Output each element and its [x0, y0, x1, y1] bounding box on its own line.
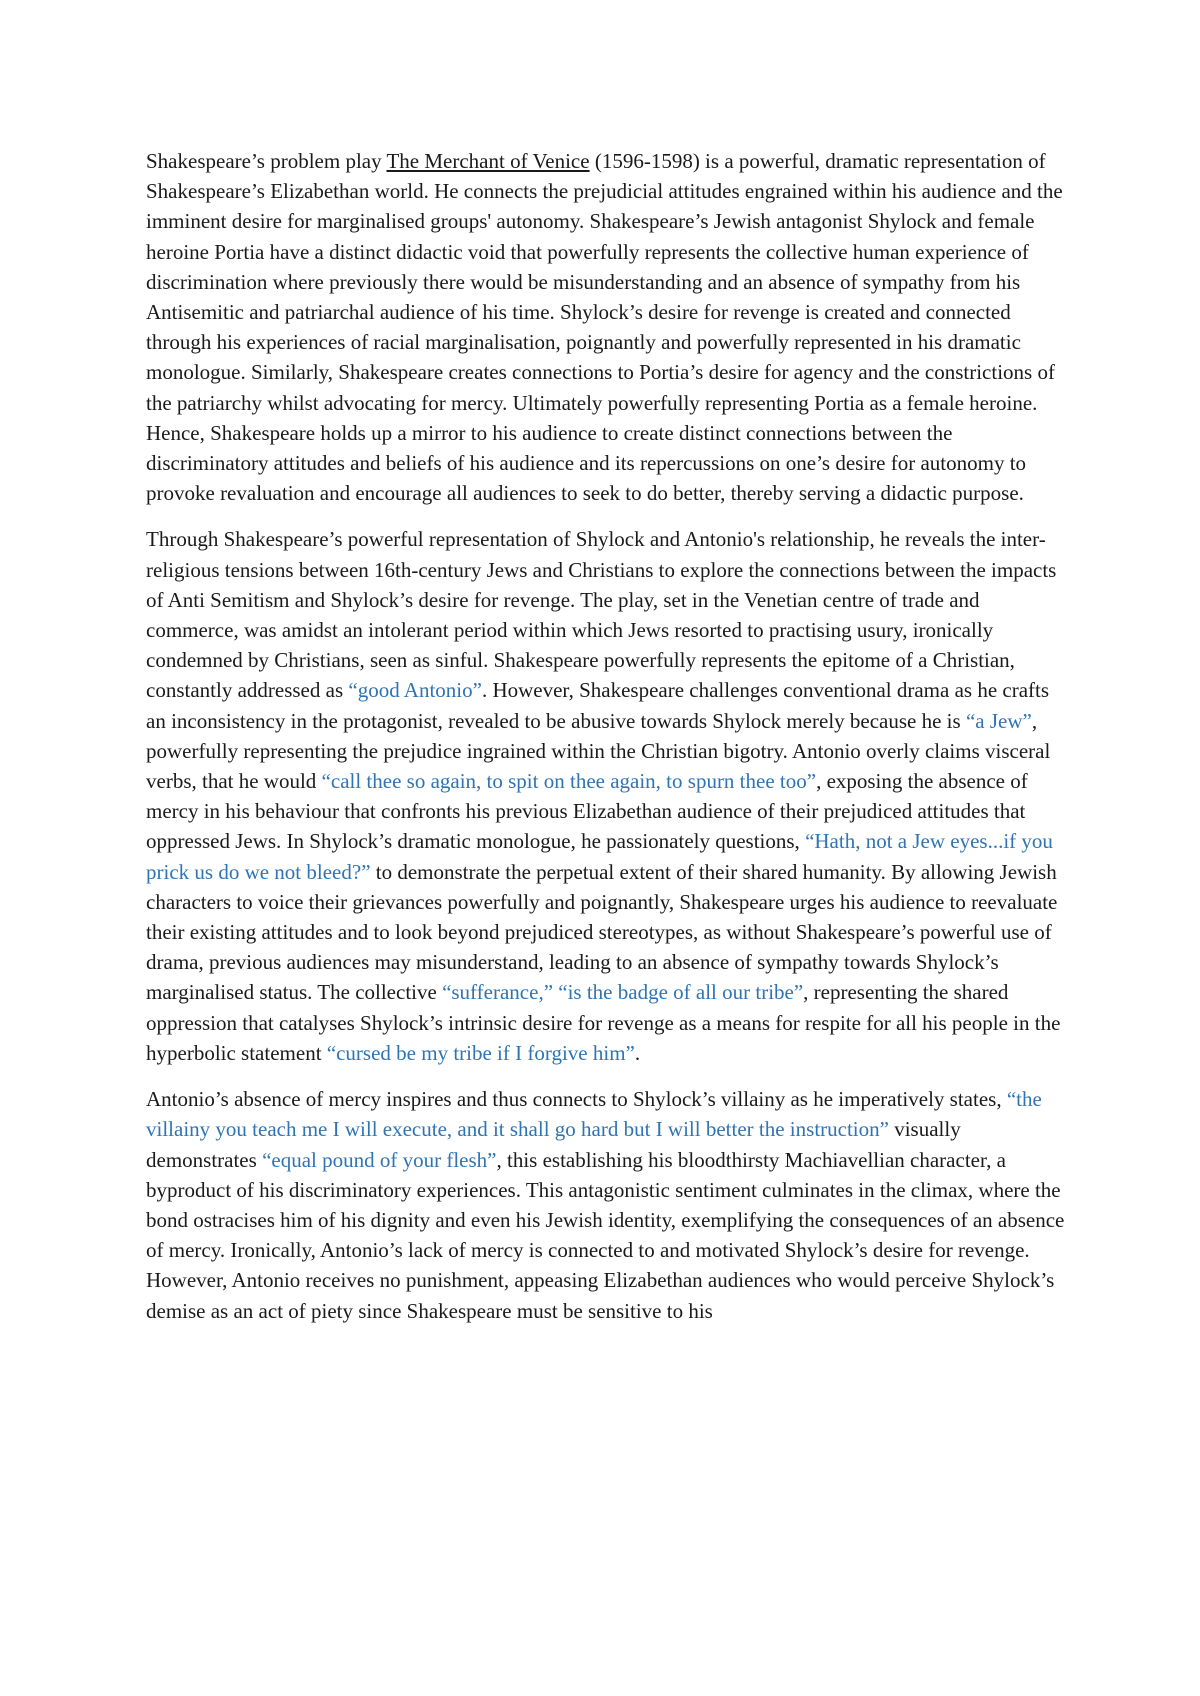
- body-text-run: to demonstrate the perpetual extent of their shared humanity. By allowing Jewish characters to voice their grievances powerfully and poignantly, Shakespeare urges his audience to reevaluate their existing attitudes and to look beyond prejudiced stereotypes, as without Shakespeare’s powerful use of drama, previous audiences may misunderstand, leading to an absence of sympathy towards Shylock’s marginalised status. The collective: [146, 859, 1058, 1005]
- essay-body: [146, 146, 1071, 1342]
- body-text-run: , powerfully representing the prejudice ingrained within the Christian bigotry. Antonio overly claims visceral verbs, that he would: [146, 708, 1051, 794]
- paragraph: [146, 524, 1071, 1068]
- body-text-run: , this establishing his bloodthirsty Machiavellian character, a byproduct of his discriminatory experiences. This antagonistic sentiment culminates in the climax, where the bond ostracises him of his dignity and even his Jewish identity, exemplifying the consequences of an absence of mercy. Ironically, Antonio’s lack of mercy is connected to and motivated Shylock’s desire for revenge. However, Antonio receives no punishment, appeasing Elizabethan audiences who would perceive Shylock’s demise as an act of piety since Shakespeare must be sensitive to his: [146, 1147, 1065, 1323]
- body-text-run: , exposing the absence of mercy in his behaviour that confronts his previous Elizabethan audience of their prejudiced attitudes that oppressed Jews. In Shylock’s dramatic monologue, he passionately questions,: [146, 769, 1028, 854]
- body-text-run: Through Shakespeare’s powerful representation of Shylock and Antonio's relationship, he reveals the inter-religious tensions between 16th-century Jews and Christians to explore the connections between the impacts of Anti Semitism and Shylock’s desire for revenge. The play, set in the Venetian centre of trade and commerce, was amidst an intolerant period within which Jews resorted to practising usury, ironically condemned by Christians, seen as sinful. Shakespeare powerfully represents the epitome of a Christian, constantly addressed as: [146, 527, 1057, 703]
- play-title: The Merchant of Venice: [386, 149, 590, 173]
- quotation: “good Antonio”: [348, 678, 482, 703]
- body-text-run: visually demonstrates: [146, 1117, 961, 1172]
- body-text-run: (1596-1598) is a powerful, dramatic representation of Shakespeare’s Elizabethan world. He connects the prejudicial attitudes engrained within his audience and the imminent desire for marginalised groups' autonomy. Shakespeare’s Jewish antagonist Shylock and female heroine Portia have a distinct didactic void that powerfully represents the collective human experience of discrimination where previously there would be misunderstanding and an absence of sympathy from his Antisemitic and patriarchal audience of his time. Shylock’s desire for revenge is created and connected through his experiences of racial marginalisation, poignantly and powerfully represented in his dramatic monologue. Similarly, Shakespeare creates connections to Portia’s desire for agency and the constrictions of the patriarchy whilst advocating for mercy. Ultimately powerfully representing Portia as a female heroine. Hence, Shakespeare holds up a mirror to his audience to create distinct connections between the discriminatory attitudes and beliefs of his audience and its repercussions on one’s desire for autonomy to provoke revaluation and encourage all audiences to seek to do better, thereby serving a didactic purpose.: [146, 149, 1063, 506]
- quotation: “Hath, not a Jew eyes...if you prick us do we not bleed?”: [146, 829, 1053, 884]
- body-text-run: , representing the shared oppression that catalyses Shylock’s intrinsic desire for revenge as a means for respite for all his people in the hyperbolic statement: [146, 980, 1061, 1065]
- body-text-run: . However, Shakespeare challenges conventional drama as he crafts an inconsistency in the protagonist, revealed to be abusive towards Shylock merely because he is: [146, 678, 1050, 733]
- body-text-run: Antonio’s absence of mercy inspires and thus connects to Shylock’s villainy as he imperatively states,: [146, 1087, 1007, 1112]
- quotation: “the villainy you teach me I will execute, and it shall go hard but I will better the instruction”: [146, 1087, 1042, 1142]
- body-text-run: Shakespeare’s problem play: [146, 149, 387, 173]
- paragraph: [146, 1084, 1071, 1326]
- quotation: “a Jew”: [965, 708, 1032, 733]
- quotation: “cursed be my tribe if I forgive him”: [326, 1040, 635, 1065]
- quotation: “sufferance,” “is the badge of all our tribe”: [442, 980, 804, 1005]
- paragraph: [146, 146, 1071, 508]
- quotation: “equal pound of your flesh”: [262, 1147, 497, 1172]
- quotation: “call thee so again, to spit on thee again, to spurn thee too”: [321, 769, 817, 794]
- body-text-run: .: [634, 1040, 641, 1065]
